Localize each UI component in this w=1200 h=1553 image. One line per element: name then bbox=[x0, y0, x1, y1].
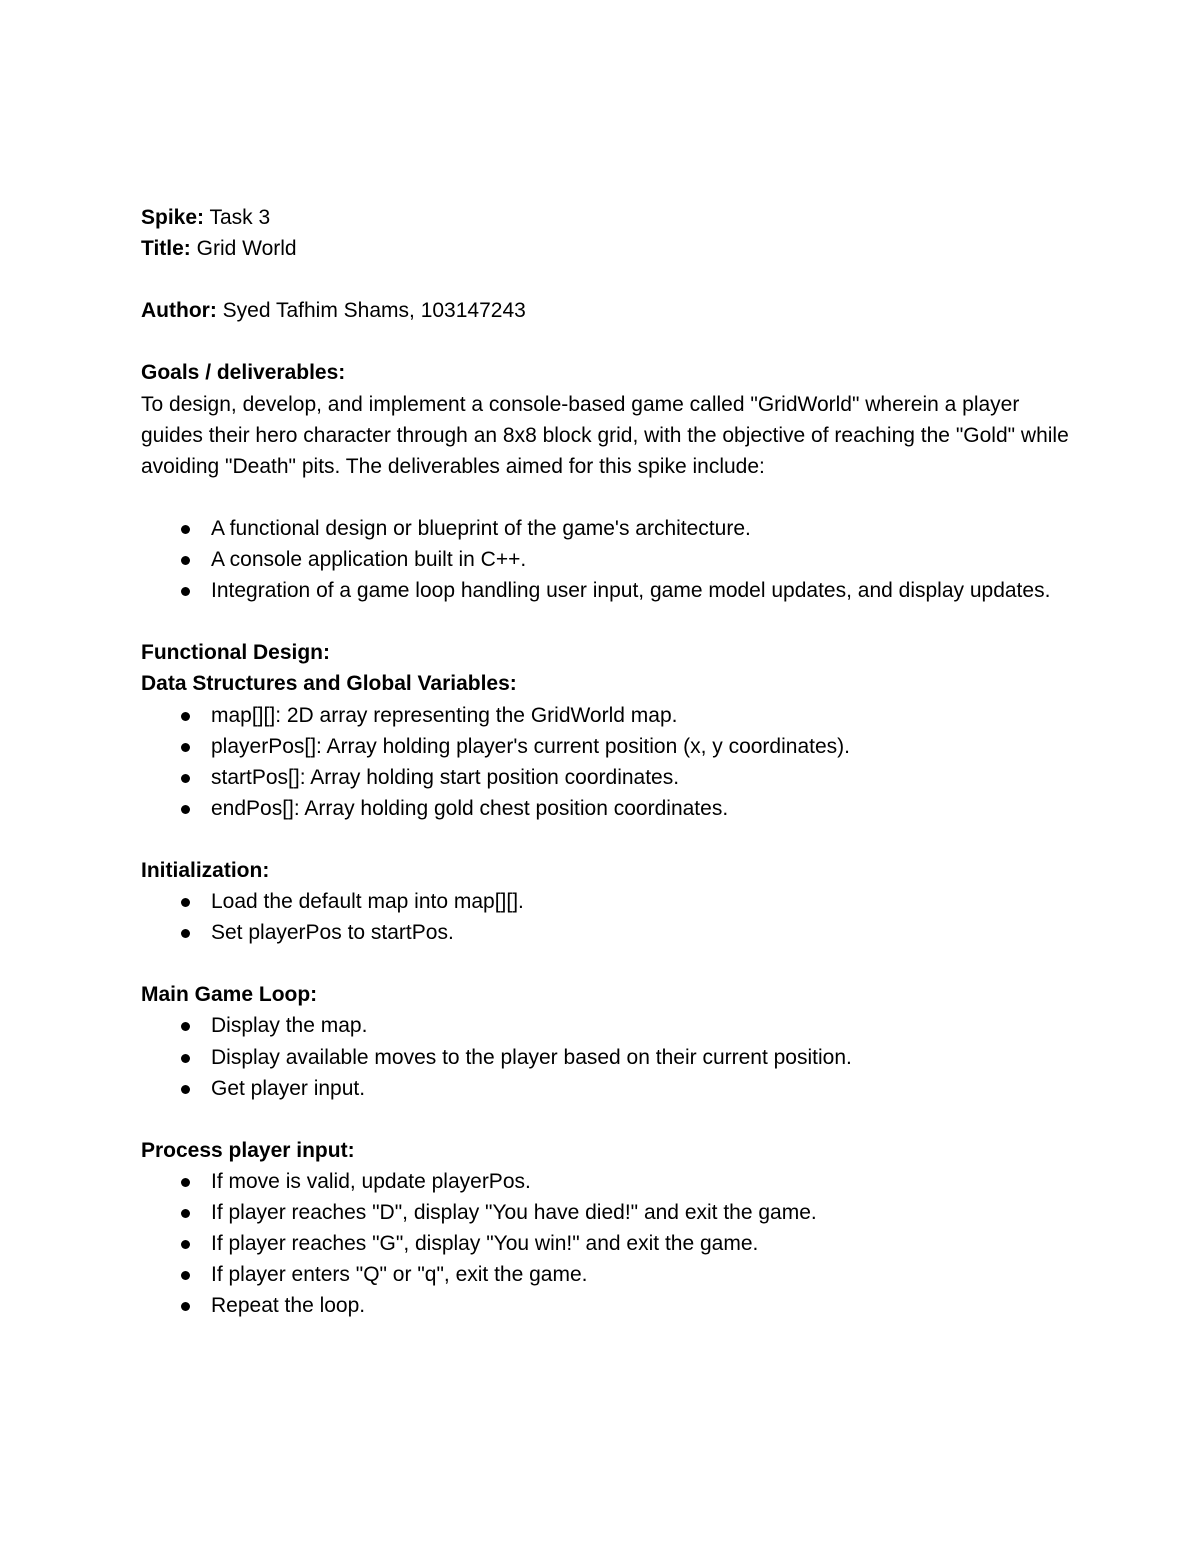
title-line bbox=[141, 233, 1071, 264]
spacer bbox=[141, 326, 1071, 357]
bullet-icon bbox=[181, 743, 190, 752]
list-item-text: startPos[]: Array holding start position coordinates. bbox=[211, 765, 680, 789]
list-item bbox=[141, 762, 1071, 793]
bullet-icon bbox=[181, 556, 190, 565]
author-label: Author: bbox=[141, 299, 217, 323]
list-item bbox=[141, 1228, 1071, 1259]
spacer bbox=[141, 264, 1071, 295]
bullet-icon bbox=[181, 1022, 190, 1031]
goals-list bbox=[141, 513, 1071, 606]
list-item-text: Load the default map into map[][]. bbox=[211, 890, 524, 914]
list-item bbox=[141, 1259, 1071, 1290]
initialization-list bbox=[141, 886, 1071, 948]
bullet-icon bbox=[181, 1178, 190, 1187]
process-input-heading: Process player input: bbox=[141, 1138, 355, 1162]
title-value: Grid World bbox=[196, 237, 297, 261]
main-loop-heading: Main Game Loop: bbox=[141, 983, 318, 1007]
list-item-text: If player enters "Q" or "q", exit the game. bbox=[211, 1263, 588, 1287]
title-label: Title: bbox=[141, 237, 191, 261]
bullet-icon bbox=[181, 774, 190, 783]
list-item-text: map[][]: 2D array representing the GridWorld map. bbox=[211, 703, 678, 727]
bullet-icon bbox=[181, 1085, 190, 1094]
goals-paragraph: To design, develop, and implement a console-based game called "GridWorld" wherein a player guides their hero character through an 8x8 block grid, with the objective of reaching the "Gold" while avoiding "Death" pits. The deliverables aimed for this spike include: bbox=[141, 392, 1069, 478]
spike-label: Spike: bbox=[141, 206, 205, 229]
author-line bbox=[141, 295, 1071, 326]
list-item-text: A console application built in C++. bbox=[211, 548, 527, 572]
list-item bbox=[141, 1290, 1071, 1321]
list-item bbox=[141, 700, 1071, 731]
list-item bbox=[141, 575, 1071, 606]
bullet-icon bbox=[181, 1302, 190, 1311]
list-item-text: Get player input. bbox=[211, 1076, 366, 1100]
bullet-icon bbox=[181, 1271, 190, 1280]
list-item bbox=[141, 886, 1071, 917]
list-item-text: Repeat the loop. bbox=[211, 1294, 366, 1318]
spacer bbox=[141, 606, 1071, 637]
spike-value: Task 3 bbox=[209, 206, 271, 229]
list-item bbox=[141, 1166, 1071, 1197]
list-item bbox=[141, 917, 1071, 948]
list-item-text: endPos[]: Array holding gold chest position coordinates. bbox=[211, 796, 729, 820]
list-item-text: Integration of a game loop handling user input, game model updates, and display updates. bbox=[211, 579, 1051, 603]
spacer bbox=[141, 1104, 1071, 1135]
list-item-text: If player reaches "D", display "You have died!" and exit the game. bbox=[211, 1201, 817, 1224]
list-item bbox=[141, 1042, 1071, 1073]
bullet-icon bbox=[181, 712, 190, 721]
list-item-text: Display available moves to the player based on their current position. bbox=[211, 1045, 852, 1069]
initialization-heading: Initialization: bbox=[141, 858, 270, 882]
list-item bbox=[141, 1197, 1071, 1228]
list-item-text: playerPos[]: Array holding player's current position (x, y coordinates). bbox=[211, 734, 850, 758]
list-item bbox=[141, 1073, 1071, 1104]
bullet-icon bbox=[181, 929, 190, 938]
process-input-list bbox=[141, 1166, 1071, 1321]
spacer bbox=[141, 824, 1071, 855]
bullet-icon bbox=[181, 805, 190, 814]
bullet-icon bbox=[181, 525, 190, 534]
list-item-text: Display the map. bbox=[211, 1014, 368, 1038]
functional-design-heading: Functional Design: bbox=[141, 641, 330, 665]
spacer bbox=[141, 482, 1071, 513]
list-item-text: If player reaches "G", display "You win!" and exit the game. bbox=[211, 1232, 759, 1256]
list-item bbox=[141, 1010, 1071, 1041]
list-item bbox=[141, 793, 1071, 824]
list-item bbox=[141, 513, 1071, 544]
bullet-icon bbox=[181, 1240, 190, 1249]
list-item-text: If move is valid, update playerPos. bbox=[211, 1169, 531, 1193]
data-structures-list bbox=[141, 700, 1071, 824]
spacer bbox=[141, 948, 1071, 979]
bullet-icon bbox=[181, 1209, 190, 1218]
bullet-icon bbox=[181, 587, 190, 596]
author-value: Syed Tafhim Shams, 103147243 bbox=[222, 299, 526, 323]
list-item bbox=[141, 544, 1071, 575]
list-item-text: A functional design or blueprint of the game's architecture. bbox=[211, 516, 751, 540]
bullet-icon bbox=[181, 1054, 190, 1063]
data-structures-heading: Data Structures and Global Variables: bbox=[141, 672, 517, 696]
list-item bbox=[141, 731, 1071, 762]
bullet-icon bbox=[181, 898, 190, 907]
goals-heading: Goals / deliverables: bbox=[141, 361, 346, 385]
spike-line bbox=[141, 202, 1071, 233]
document-body bbox=[141, 202, 1071, 1321]
list-item-text: Set playerPos to startPos. bbox=[211, 921, 454, 945]
main-loop-list bbox=[141, 1010, 1071, 1103]
